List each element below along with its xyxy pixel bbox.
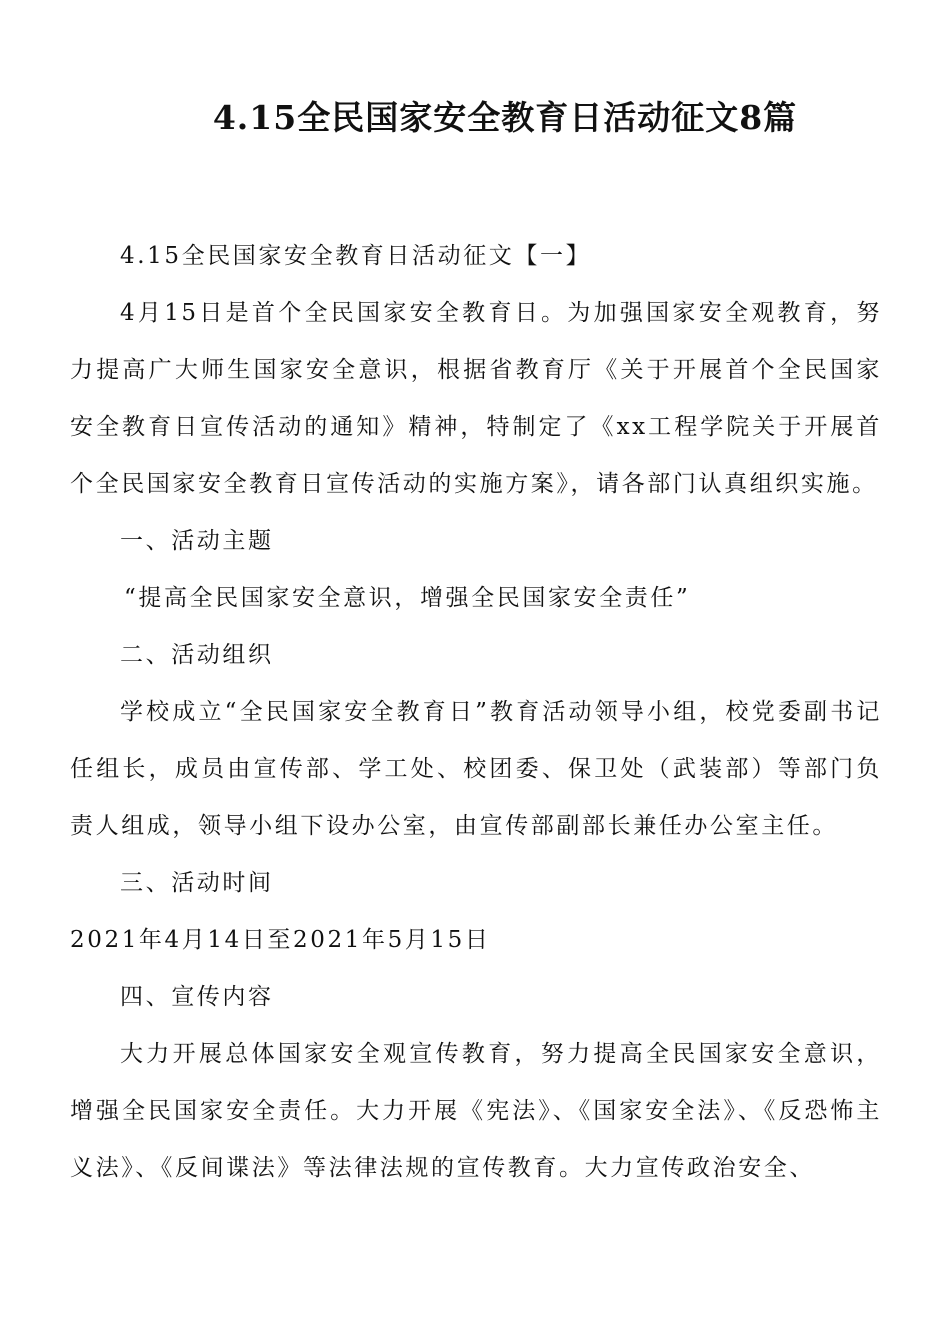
body-paragraph: 大力开展总体国家安全观宣传教育，努力提高全民国家安全意识，增强全民国家安全责任。大力开展《宪法》、《国家安全法》、《反恐怖主义法》、《反间谍法》等法律法规的宣传教育。大力宣传政治安全、 xyxy=(70,1041,882,1181)
section-heading: 四、宣传内容 xyxy=(120,984,274,1010)
section-heading: 二、活动组织 xyxy=(120,642,274,668)
body-paragraph: 4月15日是首个全民国家安全教育日。为加强国家安全观教育，努力提高广大师生国家安全意识，根据省教育厅《关于开展首个全民国家安全教育日宣传活动的通知》精神，特制定了《xx工程学院关于开展首个全民国家安全教育日宣传活动的实施方案》，请各部门认真组织实施。 xyxy=(70,300,882,497)
section-heading: 一、活动主题 xyxy=(120,528,274,554)
section-heading: 4.15全民国家安全教育日活动征文【一】 xyxy=(120,243,592,269)
date-range: 2021年4月14日至2021年5月15日 xyxy=(70,927,491,953)
body-paragraph: 学校成立“全民国家安全教育日”教育活动领导小组，校党委副书记任组长，成员由宣传部、学工处、校团委、保卫处（武装部）等部门负责人组成，领导小组下设办公室，由宣传部副部长兼任办公室主任。 xyxy=(70,699,882,839)
document-body xyxy=(70,228,882,1197)
section-heading: 三、活动时间 xyxy=(120,870,274,896)
document-title: 4.15全民国家安全教育日活动征文8篇 xyxy=(212,98,798,137)
theme-quote: “提高全民国家安全意识，增强全民国家安全责任” xyxy=(124,585,691,611)
